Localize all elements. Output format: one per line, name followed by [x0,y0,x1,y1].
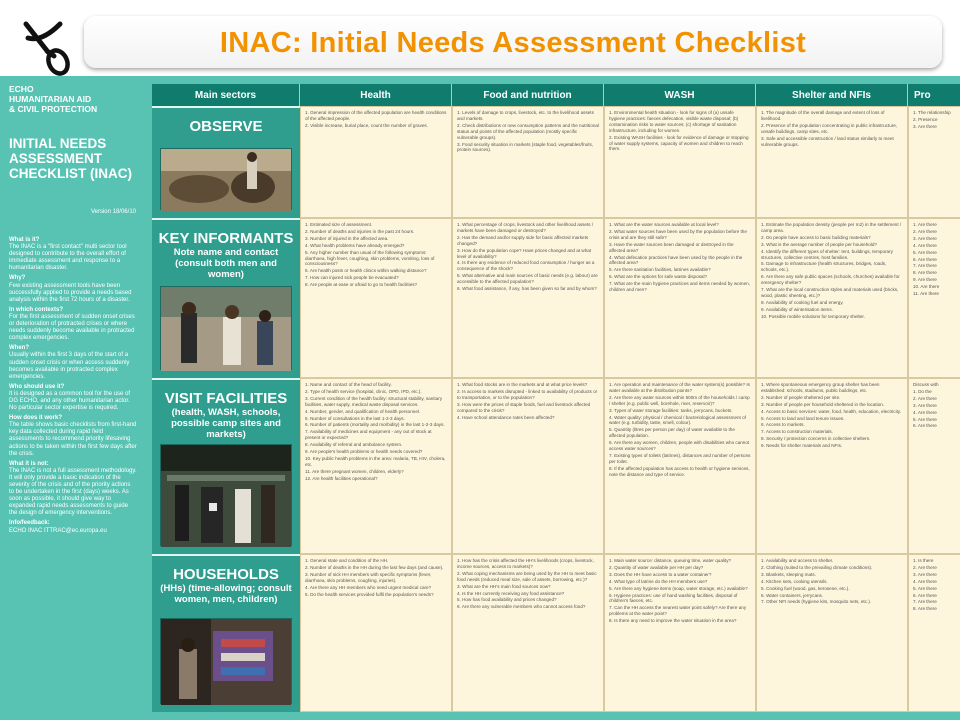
checklist-item: 2. What water sources have been used by the population before the crisis and are they still safe? [609,228,747,240]
header-wash: WASH [604,84,756,106]
checklist-item: 6. What are the options for safe waste disposal? [609,274,708,280]
faq-answer: Few existing assessment tools have been successfully applied to provide a needs based analysis within the first 72 hours of a disaster. [9,282,132,303]
checklist-item: 8. Availability of referral and ambulance system. [305,442,403,448]
visit-facilities-photo [160,444,292,546]
checklist-item: 9. Are there [913,277,937,283]
checklist-item: 5. Are there any hygiene items (soap, water storage, etc.) available? [609,585,748,591]
checklist-item: 3. Current condition of the health facility: structural stability, sanitary facilities, water supply, medical waste disposal services. [305,395,443,407]
checklist-item: 1. Estimated size of assessment. [305,222,373,227]
faq-answer: The INAC is not a full assessment methodology. It will only provide a basic indication of the severity of the crisis and of the priority actions to be undertaken in the first (days) weeks. As soon as possible, it should give way to expanded rapid needs assessments to guide the design of emergency interventions. [9,467,137,517]
faq-answer: Usually within the first 3 days of the start of a sudden onset crisis or when access suddenly becomes available in protracted complex emergencies. [9,352,130,380]
checklist-item: 6. Are there any safe public spaces (schools, churches) available for emergency shelter? [761,274,900,286]
checklist-item: 8. Are people at ease or afraid to go to health facilities? [305,282,418,288]
checklist-item: 1. Are there [913,222,937,227]
checklist-cell [908,106,960,218]
checklist-item: 4. What health problems have already emerged? [305,242,405,248]
checklist-item: 1. Levels of damage to crops, livestock, etc. to the livelihood assets and markets. [457,110,594,121]
checklist-cell [300,218,452,378]
checklist-item: 4. Water quality: physical / chemical / bacteriological assessment of water (e.g. turbidity, taste, smell, colour). [609,414,746,426]
checklist-item: 10. Possible mobile solutions for temporary shelter. [761,313,865,319]
org-line: ECHO [9,84,34,94]
checklist-item: 2. Number of people sheltered per site. [761,394,841,400]
checklist-item: 2. Are there [913,228,937,234]
checklist-item: 4. Is the HH currently receiving any food assistance? [457,590,565,596]
checklist-item: 4. Are there [913,578,937,584]
faq-answer: It is designed as a common tool for the use of DG ECHO, and any other humanitarian actor. No particular sector expertise is required. [9,390,131,412]
checklist-item: 8. Availability of cooking fuel and energy. [761,299,844,305]
checklist-cell [604,218,756,378]
checklist-item: 1. Name and contact of the head of facility. [305,382,392,387]
checklist-cell [300,378,452,554]
checklist-item: 7. Are there [913,599,937,605]
checklist-cell [604,554,756,712]
row-title: VISIT FACILITIES [164,390,288,407]
checklist-item: 9. Needs for shelter materials and NFIs. [761,443,843,449]
checklist-item: 8. Are there [913,270,937,276]
checklist-item: 1. Where spontaneous emergency group shelter has been established: schools, stadiums, public buildings, etc. [761,382,880,393]
checklist-table [152,84,960,712]
checklist-item: 2. Are there [913,564,937,570]
checklist-item: Discuss with [913,382,939,387]
checklist-item: 7. How can injured sick people be evacuated? [305,275,399,281]
checklist-item: 7. What are the local construction styles and materials used (bricks, wood, plastic sheeting, etc.)? [761,287,899,298]
checklist-item: 3. Does the HH have access to a water container? [609,571,712,577]
checklist-item: 2. Clothing (suited to the prevailing climate conditions). [761,564,873,570]
checklist-item: 8. If the affected population has access to health or hygiene services, note the distance and type of service. [609,465,750,477]
checklist-item: 6. Are there any vulnerable members who cannot access food? [457,604,586,610]
faq-question: Info/feedback: [9,520,50,527]
checklist-cell [908,378,960,554]
checklist-item: 1. The relationship [913,110,951,115]
sidebar-title-line: ASSESSMENT [9,151,103,166]
checklist-item: 5. Do the health services provided fulfil the population's needs? [305,591,434,597]
faq-question: What it is not: [9,460,49,467]
checklist-item: 5. Are there sanitation facilities, latrines available? [609,267,711,273]
faq-question: Who should use it? [9,383,65,390]
checklist-item: 9. Availability of winterisation items. [761,306,833,312]
checklist-item: 2. Are there any water sources within 500m of the households / camp / shelter (e.g. public well, borehole, river, reservoir)? [609,394,750,406]
checklist-item: 4. Have school attendance rates been affected? [457,414,555,420]
checklist-item: 1. The magnitude of the overall damage and extent of loss of livelihood. [761,110,885,121]
checklist-item: 10. Are there [913,284,940,290]
checklist-item: 2. Existing WASH facilities - look for evidence of damage or stopping of water supply systems, capacity of women and children to reach them. [609,134,749,152]
checklist-item: 2. Type of health service (hospital, clinic, OPD, IPD, etc.). [305,388,422,394]
row-label-households [152,554,300,712]
faq-question: What is it? [9,237,40,243]
checklist-item: 1. How has the crisis affected the HH's livelihoods (crops, livestock, income sources, access to markets)? [457,558,594,569]
checklist-cell [908,554,960,712]
checklist-item: 2. Quantity of water available per HH per day? [609,564,704,570]
checklist-item: 5. Access to land and land tenure issues. [761,415,845,421]
checklist-item: 1. Environmental health situation - look for signs of (a) unsafe hygiene practices: faeces defecation, visible waste disposal; (b) contamination risks to water sources; (c) shortage of sanitation infrastructure, including for women. [609,110,739,133]
checklist-item: 4. What defecation practices have been used by the people in the affected area? [609,254,743,266]
checklist-item: 2. What coping mechanisms are being used by the HH to meet basic food needs (reduced meal size, sale of assets, borrowing, etc.)? [457,570,597,582]
checklist-item: 3. How do the population cope? Have prices changed and at what level of availability? [457,247,592,259]
checklist-item: 6. Are there any women, children, people with disabilities who cannot access water sources? [609,440,750,452]
checklist-item: 6. Are there [913,592,937,598]
checklist-item: 5. Are there [913,249,937,255]
sidebar-title [9,136,132,181]
sidebar-title-line: CHECKLIST (INAC) [9,166,132,181]
checklist-item: 3. Safe and accessible construction / land status similarly to meet vulnerable groups. [761,135,894,147]
checklist-item: 7. Other NFI needs (hygiene kits, mosquito nets, etc.). [761,599,872,605]
checklist-item: 4. Access to basic services: water, food, health, education, electricity. [761,408,902,414]
checklist-item: 4. Are there any HH members who need urgent medical care? [305,584,432,590]
checklist-item: 6. Are there [913,256,937,262]
checklist-item: 6. Access to markets. [761,422,805,428]
checklist-item: 2. Number of deaths in the HH during the last few days (and cause). [305,564,444,570]
checklist-item: 1. Main water source: distance, queuing time, water quality? [609,558,732,563]
checklist-item: 9. Are people's health problems or health needs covered? [305,449,423,455]
checklist-item: 4. Are there [913,242,937,248]
checklist-item: 4. Is there any evidence of reduced food consumption / hunger as a consequence of the shock? [457,260,595,272]
checklist-cell [908,218,960,378]
checklist-item: 2. Number of deaths and injuries in the past 24 hours. [305,228,415,234]
row-title: OBSERVE [189,118,263,135]
header-food-nutrition: Food and nutrition [452,84,604,106]
checklist-item: 11. Are there pregnant women, children, elderly? [305,468,404,474]
checklist-item: 8. Are there [913,606,937,612]
checklist-item: 12. Are health facilities operational? [305,475,378,481]
observe-photo [160,148,292,210]
checklist-item: 6. Hygiene practices: use of hand washing facilities, disposal of children's faeces, etc. [609,592,738,604]
checklist-cell [452,106,604,218]
checklist-cell [452,218,604,378]
checklist-cell [604,106,756,218]
checklist-item: 4. Are there [913,409,937,415]
row-label-visit-facilities [152,378,300,554]
checklist-item: 5. Are there [913,585,937,591]
checklist-item: 1. What are the water sources available at local level? [609,222,719,227]
sidebar [0,76,146,720]
checklist-item: 3. Blankets, sleeping mats. [761,571,816,577]
org-line: HUMANITARIAN AID [9,94,92,104]
checklist-item: 3. Are there [913,123,937,129]
checklist-item: 3. What is the average number of people per household? [761,241,877,247]
checklist-item: 3. Have the water sources been damaged or destroyed in the affected area? [609,241,734,253]
checklist-item: 5. Any higher number than usual of the following symptoms: diarrhoea, high fever, coughing, skin problems, vomiting, loss of consciousness? [305,249,435,267]
checklist-item: 6. Are health posts or health clinics within walking distance? [305,268,427,274]
checklist-item: 3. Food security situation in markets (staple food, vegetables/fruits, protein sources). [457,141,594,153]
checklist-item: 6. Are there [913,423,937,429]
checklist-item: 2. Visible increase, burial place, count the number of graves. [305,122,428,128]
checklist-item: 7. Are there [913,263,937,269]
checklist-item: 5. How has food availability and prices changed? [457,597,557,603]
faq-question: When? [9,345,29,352]
scissors-logo [14,18,74,78]
checklist-item: 6. What food assistance, if any, has been given so far and by whom? [457,286,597,292]
checklist-item: 7. Availability of medicines and equipment - any out of stock at present or expected? [305,429,432,441]
checklist-item: 5. What alternative and main sources of basic needs (e.g. labour) are accessible to the affected population? [457,273,598,285]
row-subtitle: (HHs) (time-allowing; consult women, men, children) [160,583,292,605]
faq-question: How does it work? [9,415,63,422]
checklist-item: 3. Types of water storage facilities: tanks, jerrycans, buckets. [609,407,733,413]
checklist-item: 2. Is access to markets disrupted - linked to availability of products or to transportation, or to the population? [457,388,598,400]
checklist-cell [452,554,604,712]
checklist-item: 2. Presence [913,116,938,122]
organization-name [9,84,97,114]
faq-question: Why? [9,275,26,282]
checklist-item: 1. Is there [913,558,934,563]
checklist-item: 4. What type of latrine do the HH members use? [609,578,708,584]
row-label-observe [152,106,300,218]
header-protection: Pro [908,84,960,106]
checklist-item: 5. Quantity (litres per person per day) of water available to the affected population. [609,427,735,439]
faq-list [9,234,137,535]
checklist-item: 3. Number of injured in the affected area. [305,235,389,241]
org-line: & CIVIL PROTECTION [9,104,98,114]
page-title: INAC: Initial Needs Assessment Checklist [219,27,807,59]
row-title: KEY INFORMANTS [158,230,294,247]
faq-answer: For the first assessment of sudden onset crises or deterioration of protracted crises or where needs suddenly become available in protracted complex emergencies. [9,313,135,342]
checklist-item: 7. Existing types of toilets (latrines), distances and number of persons per toilet. [609,452,751,464]
version-label: Version 18/06/10 [90,209,136,215]
checklist-cell [756,218,908,378]
checklist-item: 5. Damage to infrastructure (health structures, bridges, roads, schools, etc.). [761,261,887,273]
checklist-item: 1. Estimate the population density (people per m2) in the settlement / camp area. [761,222,902,233]
checklist-item: 1. What food stocks are in the markets and at what price levels? [457,382,588,387]
header-health: Health [300,84,452,106]
households-photo [160,618,292,704]
checklist-item: 2. Has the demand and/or supply side for basic affected markets changed? [457,234,589,246]
checklist-item: 1. Do the [913,388,932,394]
checklist-item: 3. Are there [913,402,937,408]
checklist-item: 1. General impression of the affected population are health conditions of the affected people. [305,110,447,121]
checklist-item: 3. Number of sick HH members with specific symptoms (fever, diarrhoea, skin problems, coughing, injuries). [305,571,432,583]
checklist-item: 4. Identify the different types of shelter: tent, buildings, temporary structures, collective centres, host families. [761,248,893,260]
checklist-cell [452,378,604,554]
faq-question: In which contexts? [9,306,64,313]
checklist-item: 3. Number of people per household sheltered in the location. [761,401,885,407]
checklist-item: 4. Kitchen sets, cooking utensils. [761,578,828,584]
checklist-item: 3. How were the prices of staple foods, fuel and livestock affected compared to the crisis? [457,401,591,413]
checklist-item: 5. Number of consultations in the last 1-2-3 days. [305,415,405,421]
checklist-item: 7. Access to construction materials. [761,429,833,435]
checklist-cell [604,378,756,554]
checklist-item: 7. Can the HH access the nearest water point safely? Are there any problems at the water point? [609,605,747,617]
checklist-item: 2. Do people have access to basic building materials? [761,234,871,240]
checklist-item: 3. Are there [913,235,937,241]
row-subtitle: (health, WASH, schools, possible camp sites and markets) [171,407,281,440]
checklist-item: 1. Are operation and maintenance of the water system(s) possible? Is water available at the distribution points? [609,382,750,393]
checklist-sheet [0,76,960,720]
checklist-item: 7. What are the main hygiene practices and items needed by women, children and men? [609,281,750,293]
checklist-item: 5. Cooking fuel (wood, gas, kerosene, etc.). [761,585,850,591]
checklist-item: 3. Are there [913,571,937,577]
checklist-item: 1. General state and condition of the HH. [305,558,389,563]
checklist-item: 11. Are there [913,291,939,297]
checklist-cell [756,554,908,712]
checklist-item: 6. Water containers, jerrycans. [761,592,824,598]
checklist-item: 8. Security / protection concerns in collective shelters. [761,436,871,442]
checklist-item: 5. Are there [913,416,937,422]
checklist-item: 3. What are the HH's main food sources now? [457,583,551,589]
row-label-key-informants [152,218,300,378]
faq-answer: The table shows basic checklists from first-hand key data collected during rapid field assessments to recommend priority lifesaving actions to be taken within the first few days after the crisis. [9,422,137,457]
title-banner [84,16,942,68]
faq-answer: ECHO INAC ITTRAC@ec.europa.eu [9,527,107,534]
key-informants-photo [160,286,292,370]
checklist-item: 8. Is there any need to improve the water situation in the area? [609,618,737,624]
checklist-item: 10. Key public health problems in the area: malaria, TB, HIV, cholera, etc. [305,455,446,467]
checklist-cell [300,106,452,218]
checklist-cell [300,554,452,712]
checklist-item: 1. Availability and access to shelter. [761,558,834,563]
checklist-item: 4. Number, gender, and qualification of health personnel. [305,408,421,414]
checklist-item: 2. Are there [913,395,937,401]
sidebar-title-line: INITIAL NEEDS [9,136,107,151]
checklist-cell [756,378,908,554]
row-title: HOUSEHOLDS [173,566,279,583]
header-main-sectors: Main sectors [152,84,300,106]
checklist-item: 1. What percentage of crops, livestock and other livelihood assets / markets have been damaged or destroyed? [457,222,594,233]
checklist-cell [756,106,908,218]
row-subtitle: Note name and contact (consult both men and women) [173,247,279,280]
checklist-item: 2. Presence of the population concentrating in public infrastructure, unsafe buildings, camp sites, etc. [761,122,898,134]
checklist-item: 6. Number of patients (mortality and morbidity) in the last 1-2-3 days. [305,422,445,428]
checklist-item: 2. Check distributions or new consumption patterns and the nutritional status and points of the affected population (mostly specific vulnerable groups). [457,122,599,140]
header-shelter-nfis: Shelter and NFIs [756,84,908,106]
faq-answer: The INAC is a "first contact" multi sector tool designed to contribute to the overall effort of immediate assessment and response to a humanitarian disaster. [9,244,127,272]
